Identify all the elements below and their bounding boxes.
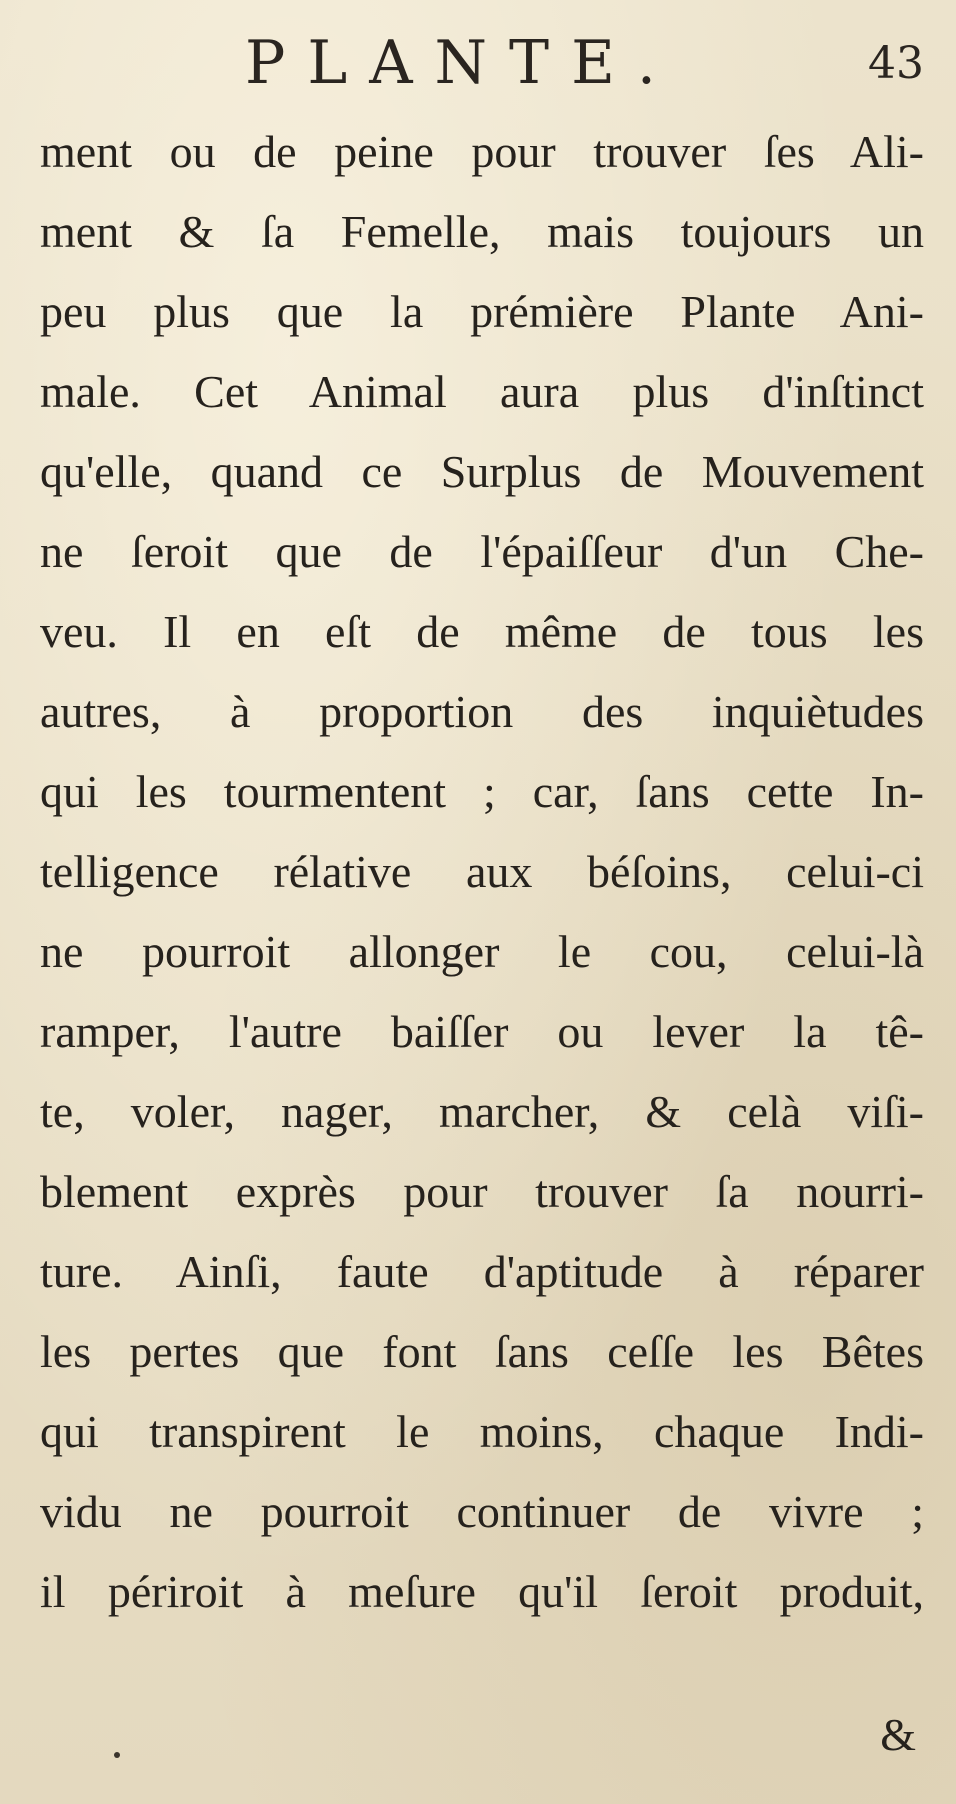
text-line: il périroit à meſure qu'il ſeroit produit, [40,1566,924,1617]
text-line: veu. Il en eſt de même de tous les [40,606,924,657]
text-line: te, voler, nager, marcher, & celà viſi- [40,1086,924,1137]
text-line: vidu ne pourroit continuer de vivre ; [40,1486,924,1537]
text-line: ne pourroit allonger le cou, celui-là [40,926,924,977]
text-line: qui transpirent le moins, chaque Indi- [40,1406,924,1457]
text-line: ture. Ainſi, faute d'aptitude à réparer [40,1246,924,1297]
text-line: peu plus que la prémière Plante Ani- [40,286,924,337]
running-title: PLANTE. [245,28,678,98]
text-line: qu'elle, quand ce Surplus de Mouvement [40,446,924,497]
running-head [0,28,956,98]
text-line: male. Cet Animal aura plus d'inſtinct [40,366,924,417]
catchword: & [880,1709,916,1760]
text-line: ment ou de peine pour trouver ſes Ali- [40,126,924,177]
text-line: ment & ſa Femelle, mais toujours un [40,206,924,257]
text-line: ramper, l'autre baiſſer ou lever la tê- [40,1006,924,1057]
page-number: 43 [868,38,924,89]
text-line: les pertes que font ſans ceſſe les Bêtes [40,1326,924,1377]
text-line: telligence rélative aux béſoins, celui-ci [40,846,924,897]
body-text [40,112,924,1632]
text-line: ne ſeroit que de l'épaiſſeur d'un Che- [40,526,924,577]
text-line: autres, à proportion des inquiètudes [40,686,924,737]
text-line: blement exprès pour trouver ſa nourri- [40,1166,924,1217]
ink-speck [114,1752,120,1758]
text-line: qui les tourmentent ; car, ſans cette In- [40,766,924,817]
